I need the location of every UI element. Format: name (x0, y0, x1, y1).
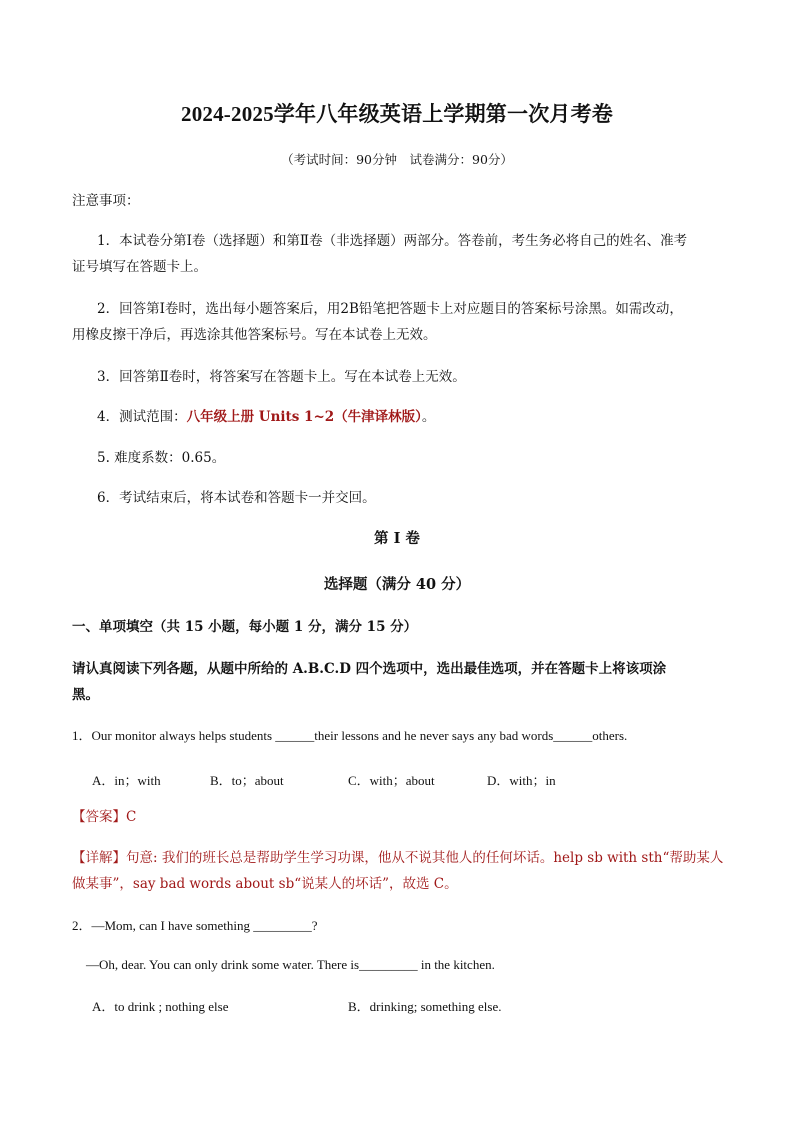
notice-item-4-prefix: 4．测试范围： (97, 409, 187, 425)
part1-instruction-line-1: 请认真阅读下列各题，从题中所给的 A.B.C.D 四个选项中，选出最佳选项，并在答题卡上将该项涂 (72, 661, 667, 677)
exam-info: （考试时间：90分钟 试卷满分：90分） (281, 152, 513, 167)
question-1-option-d: D．with；in (487, 773, 556, 788)
notice-item-4-suffix: 。 (421, 409, 436, 425)
part1-instruction-line-2: 黑。 (72, 687, 99, 703)
question-2-option-a: A．to drink ; nothing else (92, 999, 229, 1014)
question-2-option-b: B．drinking; something else. (348, 999, 502, 1014)
question-1-detail-line-2: 做某事”，say bad words about sb“说某人的坏话”，故选 C。 (72, 876, 458, 892)
notice-item-1-line-1: 1．本试卷分第Ⅰ卷（选择题）和第Ⅱ卷（非选择题）两部分。答卷前，考生务必将自己的姓名、准考 (97, 233, 688, 249)
notice-item-5: 5. 难度系数：0.65。 (97, 450, 226, 466)
notice-item-2-line-1: 2．回答第Ⅰ卷时，选出每小题答案后，用2B铅笔把答题卡上对应题目的答案标号涂黑。如需改动， (97, 301, 683, 317)
question-1-answer: 【答案】C (72, 809, 137, 825)
test-scope: 八年级上册 Units 1~2（牛津译林版） (186, 409, 422, 425)
notice-heading: 注意事项： (72, 193, 140, 209)
page-title: 2024-2025学年八年级英语上学期第一次月考卷 (181, 102, 613, 126)
question-1-option-c: C．with；about (348, 773, 435, 788)
question-1-stem: 1．Our monitor always helps students ______their lessons and he never says any bad words______others. (72, 728, 628, 743)
question-2-stem: 2．—Mom, can I have something _________? (72, 918, 318, 933)
question-1-detail-line-1: 【详解】句意: 我们的班长总是帮助学生学习功课，他从不说其他人的任何坏话。help sb with sth“帮助某人 (72, 850, 724, 866)
volume-label: 第 I 卷 (374, 530, 420, 547)
section-title: 选择题（满分 40 分） (323, 576, 471, 593)
notice-item-6: 6．考试结束后，将本试卷和答题卡一并交回。 (97, 490, 376, 506)
notice-item-2-line-2: 用橡皮擦干净后，再选涂其他答案标号。写在本试卷上无效。 (72, 327, 437, 343)
notice-item-3: 3．回答第Ⅱ卷时，将答案写在答题卡上。写在本试卷上无效。 (97, 369, 466, 385)
question-1-option-b: B．to；about (210, 773, 284, 788)
question-1-option-a: A．in；with (92, 773, 161, 788)
question-2-stem-reply: —Oh, dear. You can only drink some water. There is_________ in the kitchen. (86, 957, 495, 972)
part1-heading: 一、单项填空（共 15 小题，每小题 1 分，满分 15 分） (72, 619, 418, 635)
notice-item-1-line-2: 证号填写在答题卡上。 (72, 259, 207, 275)
notice-item-4 (97, 404, 757, 430)
